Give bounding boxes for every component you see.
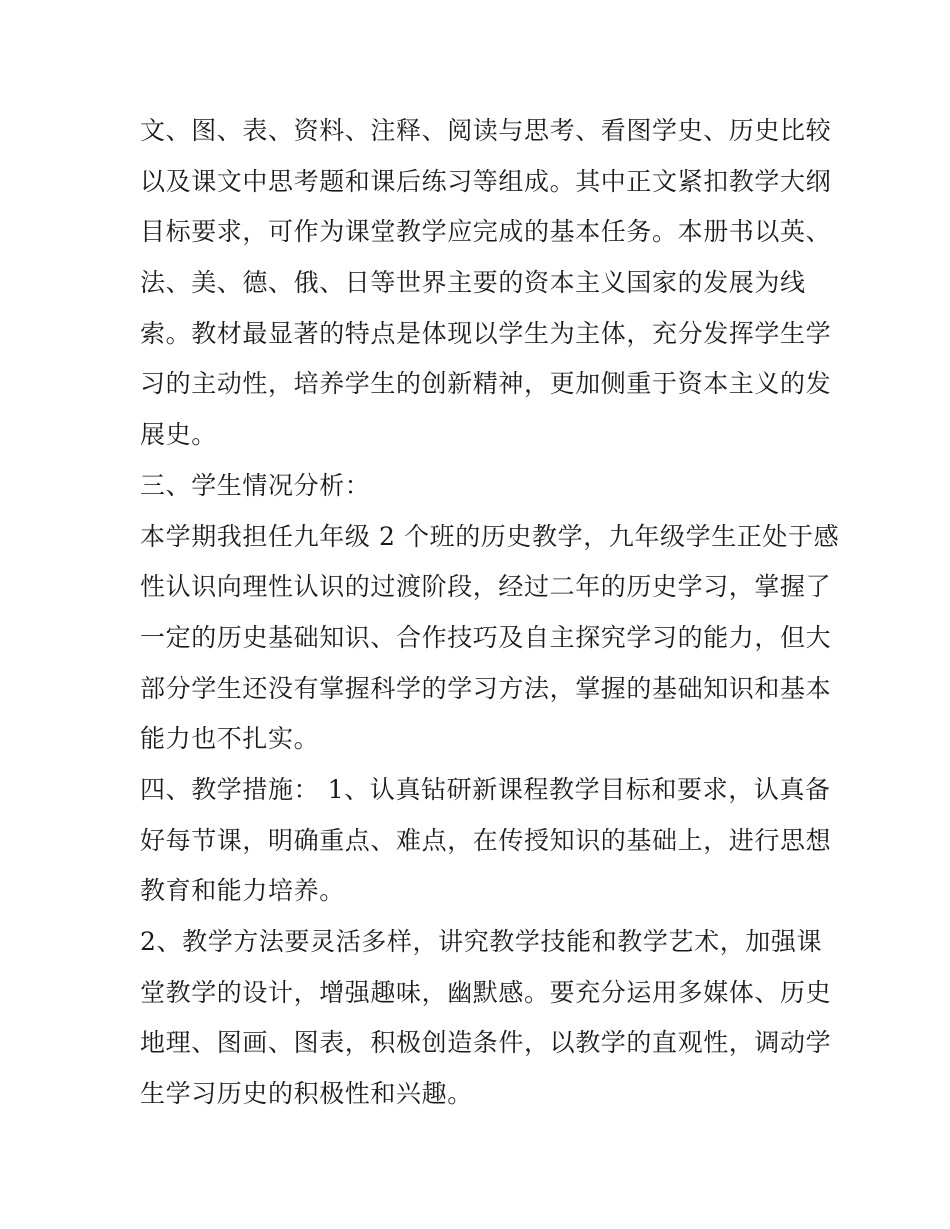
section-heading-teaching-measures: 四、教学措施： 1、认真钻研新课程教学目标和要求，认真备 [140,774,831,804]
text-line: 习的主动性，培养学生的创新精神，更加侧重于资本主义的发 [140,369,832,399]
text-line: 性认识向理性认识的过渡阶段，经过二年的历史学习，掌握了 [140,572,832,602]
text-line: 教育和能力培养。 [140,876,345,906]
body-text [140,106,840,1120]
text-line: 生学习历史的积极性和兴趣。 [140,1079,473,1109]
text-line: 2、教学方法要灵活多样，讲究教学技能和教学艺术，加强课 [140,927,823,956]
text-line: 目标要求，可作为课堂教学应完成的基本任务。本册书以英、 [140,217,832,247]
text-line: 地理、图画、图表，积极创造条件，以教学的直观性，调动学 [140,1028,832,1058]
text-line: 部分学生还没有掌握科学的学习方法，掌握的基础知识和基本 [140,673,832,703]
text-line: 好每节课，明确重点、难点，在传授知识的基础上，进行思想 [140,825,832,855]
text-line: 一定的历史基础知识、合作技巧及自主探究学习的能力，但大 [140,622,832,652]
text-line: 能力也不扎实。 [140,724,320,754]
text-line: 本学期我担任九年级 2 个班的历史教学，九年级学生正处于感 [140,521,840,551]
section-heading-student-analysis: 三、学生情况分析： [140,470,371,500]
text-line: 以及课文中思考题和课后练习等组成。其中正文紧扣教学大纲 [140,166,832,196]
text-line: 文、图、表、资料、注释、阅读与思考、看图学史、历史比较 [140,116,832,145]
text-line: 展史。 [140,420,217,450]
text-line: 法、美、德、俄、日等世界主要的资本主义国家的发展为线 [140,268,806,298]
text-line: 索。教材最显著的特点是体现以学生为主体，充分发挥学生学 [140,318,832,348]
text-line: 堂教学的设计，增强趣味，幽默感。要充分运用多媒体、历史 [140,977,832,1007]
